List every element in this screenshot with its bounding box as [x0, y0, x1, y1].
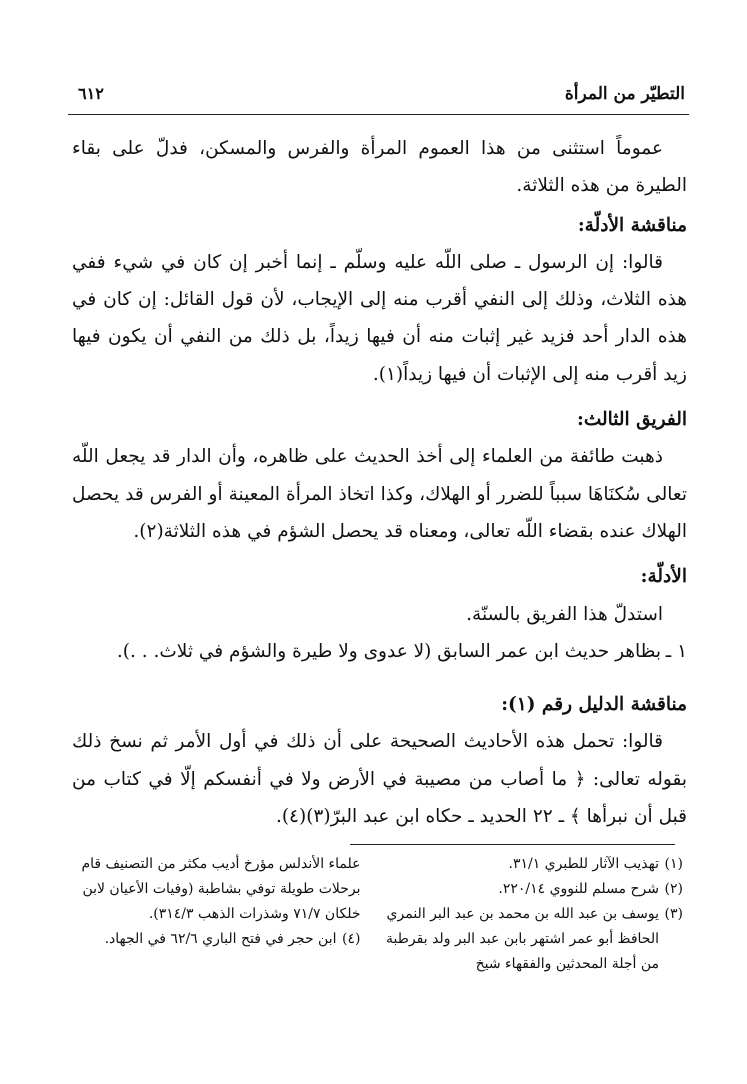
footnote-divider	[350, 844, 675, 845]
item-text: بظاهر حديث ابن عمر السابق (لا عدوى ولا طيرة والشؤم في ثلاث. . .).	[116, 640, 661, 662]
paragraph: ذهبت طائفة من العلماء إلى أخذ الحديث على ظاهره، وأن الدار قد يجعل اللّه تعالى سُكنَاهَا سبباً للضرر أو الهلاك، وكذا اتخاذ المرأة المعينة أو الفرس قد يحصل الهلاك عنده بقضاء اللّه تعالى، ومعناه قد يحصل الشؤم في هذه الثلاثة(٢).	[72, 446, 687, 542]
footnote-text: يوسف بن عبد الله بن محمد بن عبد البر النمري الحافظ أبو عمر اشتهر بابن عبد البر ولد بقرطبة من أجلة المحدثين والفقهاء شيخ	[386, 906, 659, 972]
footnote	[385, 852, 684, 877]
item-number: ١ ـ	[665, 640, 687, 662]
footnote-text: ابن حجر في فتح الباري ٦٢/٦ في الجهاد.	[104, 931, 337, 947]
section-heading: مناقشة الدليل رقم (١):	[501, 694, 687, 716]
section-heading: مناقشة الأدلّة:	[577, 214, 687, 236]
paragraph: استدلّ هذا الفريق بالسنّة.	[466, 603, 663, 625]
paragraph: قالوا: تحمل هذه الأحاديث الصحيحة على أن ذلك في أول الأمر ثم نسخ ذلك بقوله تعالى: ﴿ ما أصاب من مصيبة في الأرض ولا في أنفسكم إلّا في كتاب من قبل أن نبرأها ﴾ ـ ٢٢ الحديد ـ حكاه ابن عبد البرّ(٣)(٤).	[72, 731, 687, 828]
footnote-continuation: علماء الأندلس مؤرخ أديب مكثر من التصنيف قام برحلات طويلة توفي بشاطبة (وفيات الأعيان لابن خلكان ٧١/٧ وشذرات الذهب ٣١٤/٣).	[81, 856, 361, 922]
footnote-number: (١)	[664, 856, 683, 872]
section-heading: الفريق الثالث:	[577, 409, 687, 431]
footnote	[385, 877, 684, 902]
footnote	[385, 902, 684, 977]
footnote-number: (٤)	[342, 931, 361, 947]
section-heading: الأدلّة:	[640, 566, 687, 588]
paragraph: عموماً استثنى من هذا العموم المرأة والفرس والمسكن، فدلّ على بقاء الطيرة من هذه الثلاثة.	[72, 138, 687, 197]
page-number: ٦١٢	[78, 84, 104, 103]
footnote	[62, 927, 361, 952]
footnote-number: (٢)	[664, 881, 683, 897]
running-header	[78, 84, 685, 112]
footnotes	[62, 852, 683, 977]
footnote-column-left	[62, 852, 361, 977]
running-title: التطيّر من المرأة	[564, 84, 685, 104]
footnote-number: (٣)	[664, 906, 683, 922]
footnote-text: تهذيب الآثار للطبري ٣١/١.	[508, 856, 659, 872]
footnote-text: شرح مسلم للنووي ٢٢٠/١٤.	[498, 881, 659, 897]
main-text	[72, 130, 687, 835]
numbered-item	[72, 633, 687, 670]
paragraph: قالوا: إن الرسول ـ صلى اللّه عليه وسلّم ـ إنما أخبر إن كان في شيء ففي هذه الثلاث، وذلك إلى النفي أقرب منه إلى الإيجاب، لأن قول القائل: إن كان في هذه الدار أحد فزيد غير إثبات منه أن فيها زيداً، بل ذلك من النفي أن يكون فيها زيد أقرب منه إلى الإثبات أن فيها زيداً(١).	[72, 251, 687, 385]
footnote-column-right	[385, 852, 684, 977]
header-divider	[68, 114, 689, 115]
